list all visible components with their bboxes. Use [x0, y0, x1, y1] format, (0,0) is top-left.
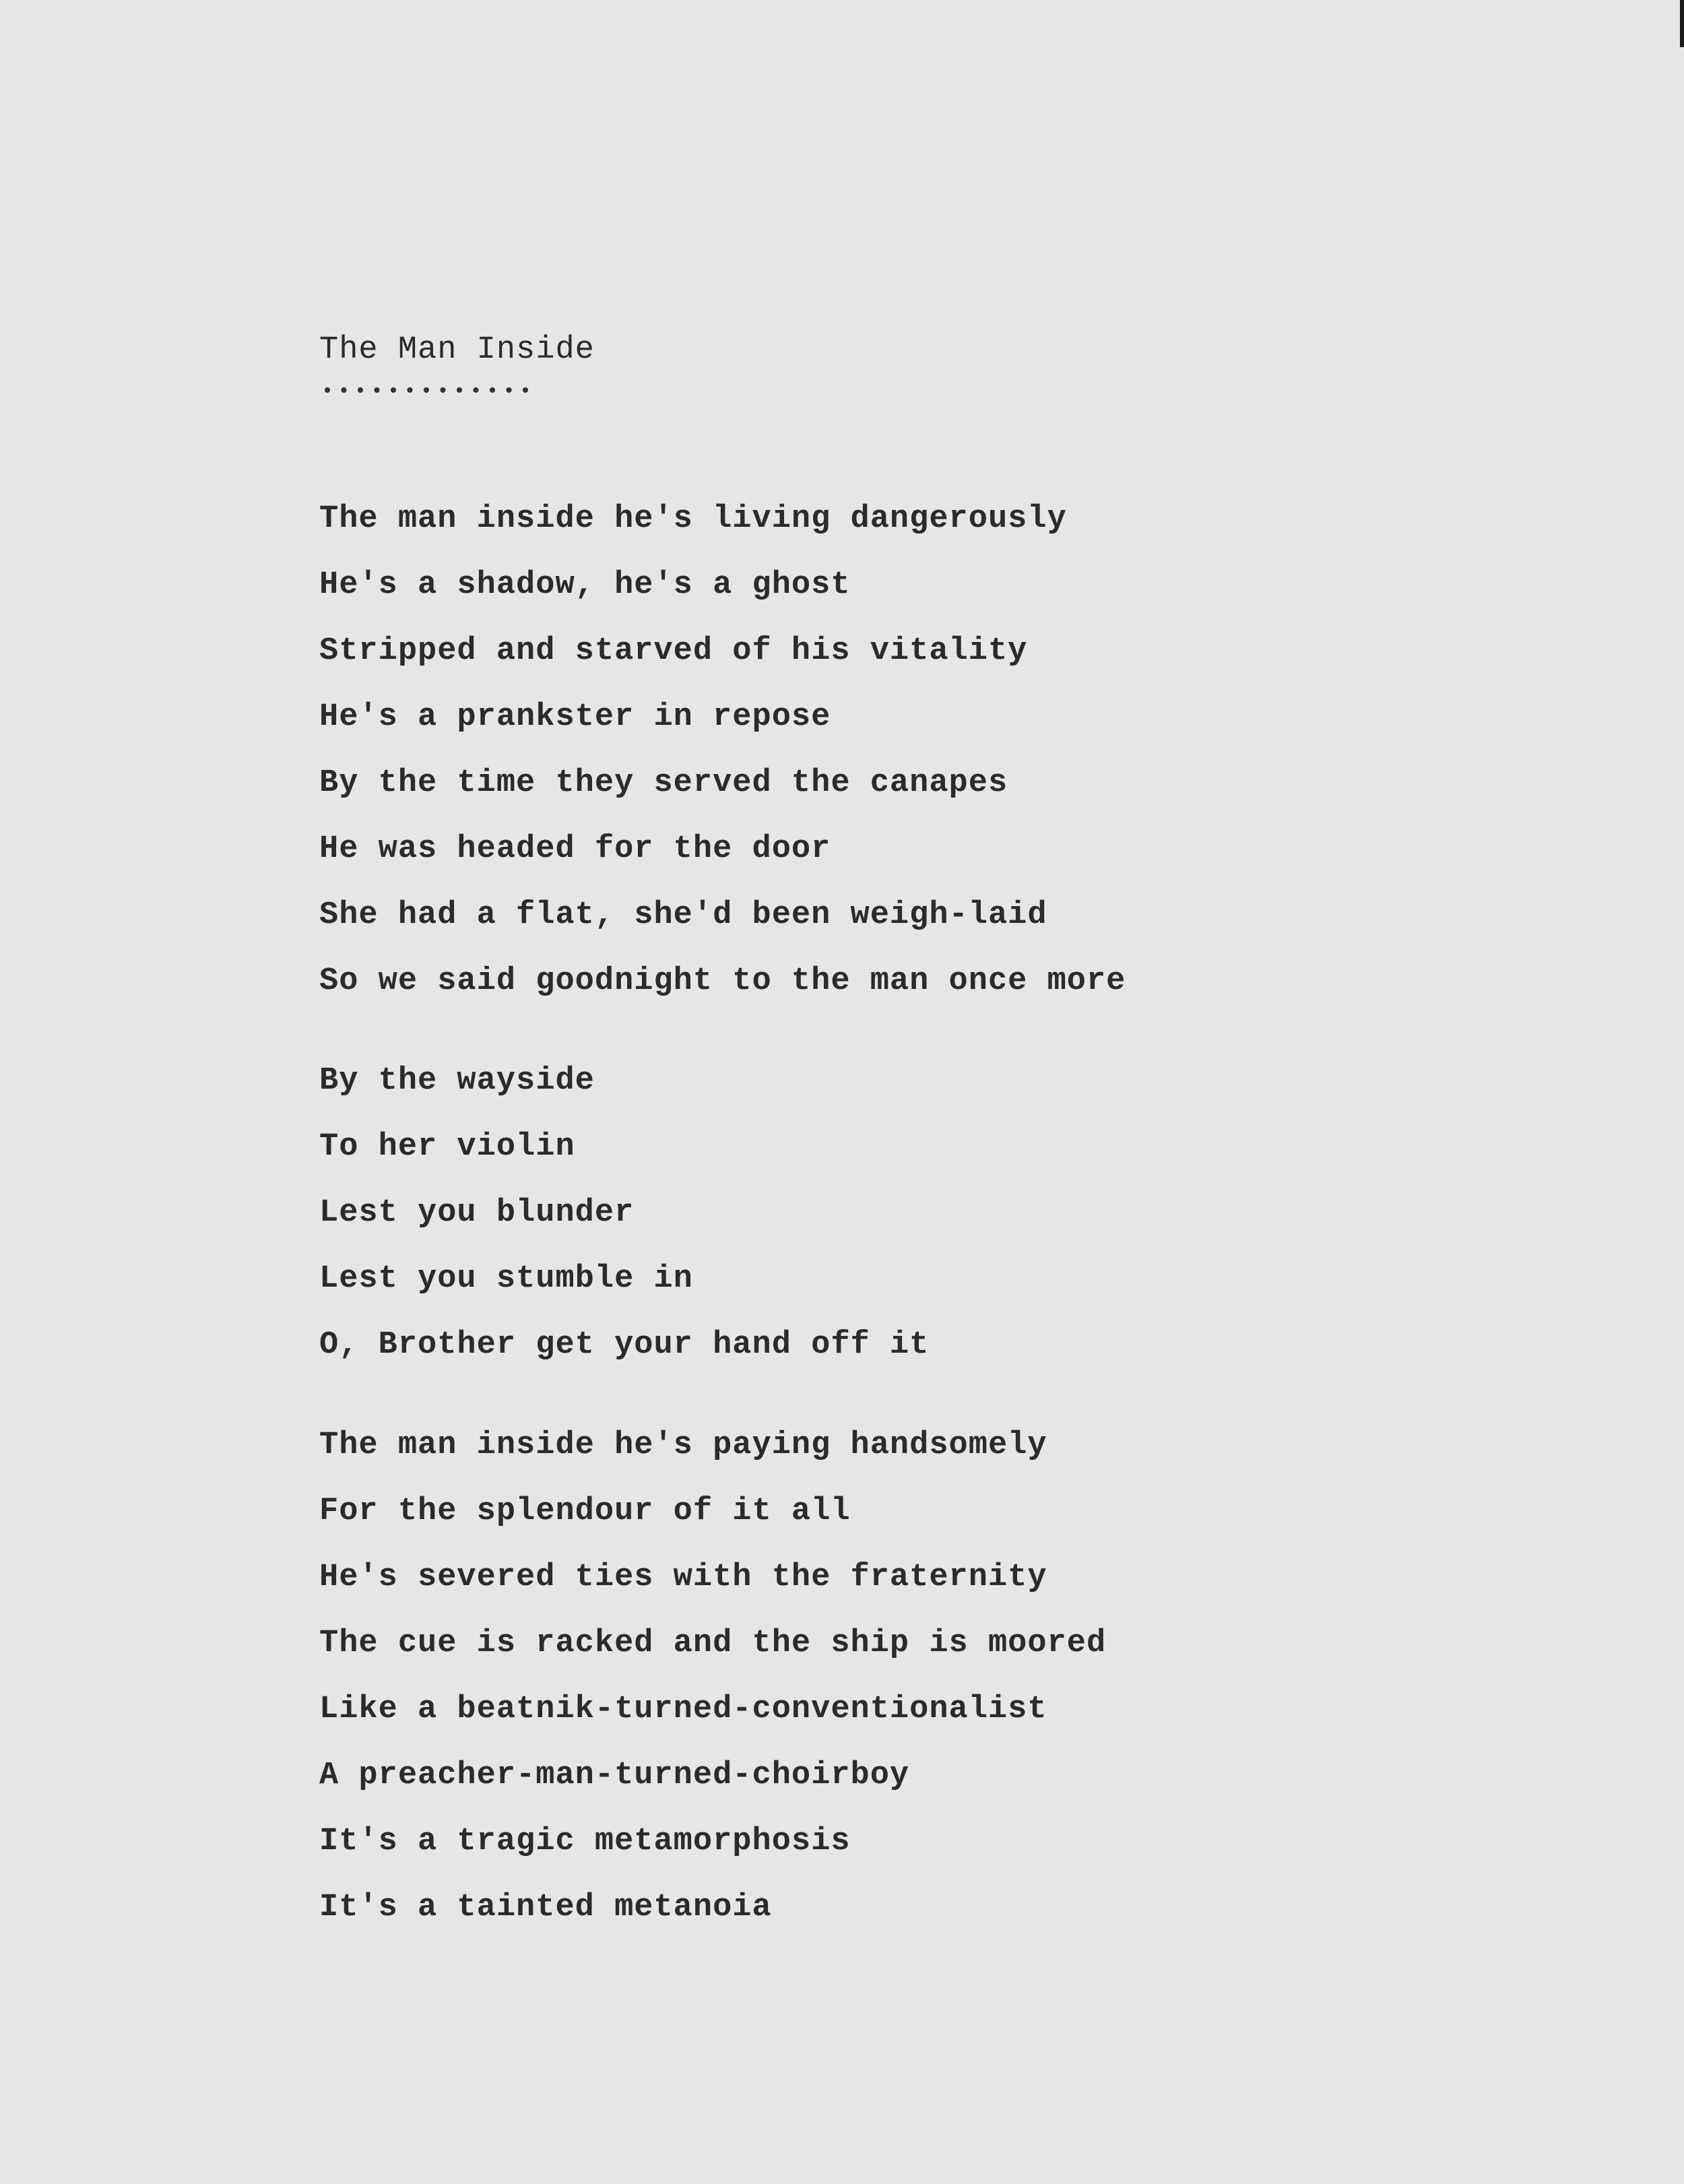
poem-line: To her violin [319, 1129, 575, 1165]
poem-line: The cue is racked and the ship is moored [319, 1626, 1107, 1661]
poem-line: A preacher-man-turned-choirboy [319, 1758, 910, 1793]
title-dot-underline: ••••••••••••• [321, 381, 536, 404]
poem-line: Lest you blunder [319, 1195, 635, 1231]
stanza-2 [319, 1048, 929, 1378]
poem-line: O, Brother get your hand off it [319, 1327, 930, 1363]
poem-line: It's a tragic metamorphosis [319, 1824, 851, 1859]
poem-line: Lest you stumble in [319, 1261, 693, 1297]
poem-line: He's a prankster in repose [319, 699, 831, 735]
poem-line: The man inside he's living dangerously [319, 501, 1067, 537]
poem-line: The man inside he's paying handsomely [319, 1427, 1047, 1463]
poem-line: So we said goodnight to the man once more [319, 963, 1126, 999]
poem-line: He was headed for the door [319, 831, 831, 867]
poem-line: By the wayside [319, 1063, 595, 1099]
poem-line: It's a tainted metanoia [319, 1890, 772, 1925]
stanza-1 [319, 486, 1126, 1015]
poem-line: Like a beatnik-turned-conventionalist [319, 1692, 1047, 1727]
page-edge-mark [1680, 0, 1684, 47]
poem-line: Stripped and starved of his vitality [319, 633, 1028, 669]
poem-line: He's severed ties with the fraternity [319, 1560, 1047, 1595]
stanza-3 [319, 1413, 1106, 1941]
poem-line: For the splendour of it all [319, 1494, 851, 1529]
poem-line: She had a flat, she'd been weigh-laid [319, 897, 1047, 933]
poem-line: By the time they served the canapes [319, 765, 1008, 801]
poem-line: He's a shadow, he's a ghost [319, 567, 851, 603]
poem-title: The Man Inside [319, 332, 595, 368]
